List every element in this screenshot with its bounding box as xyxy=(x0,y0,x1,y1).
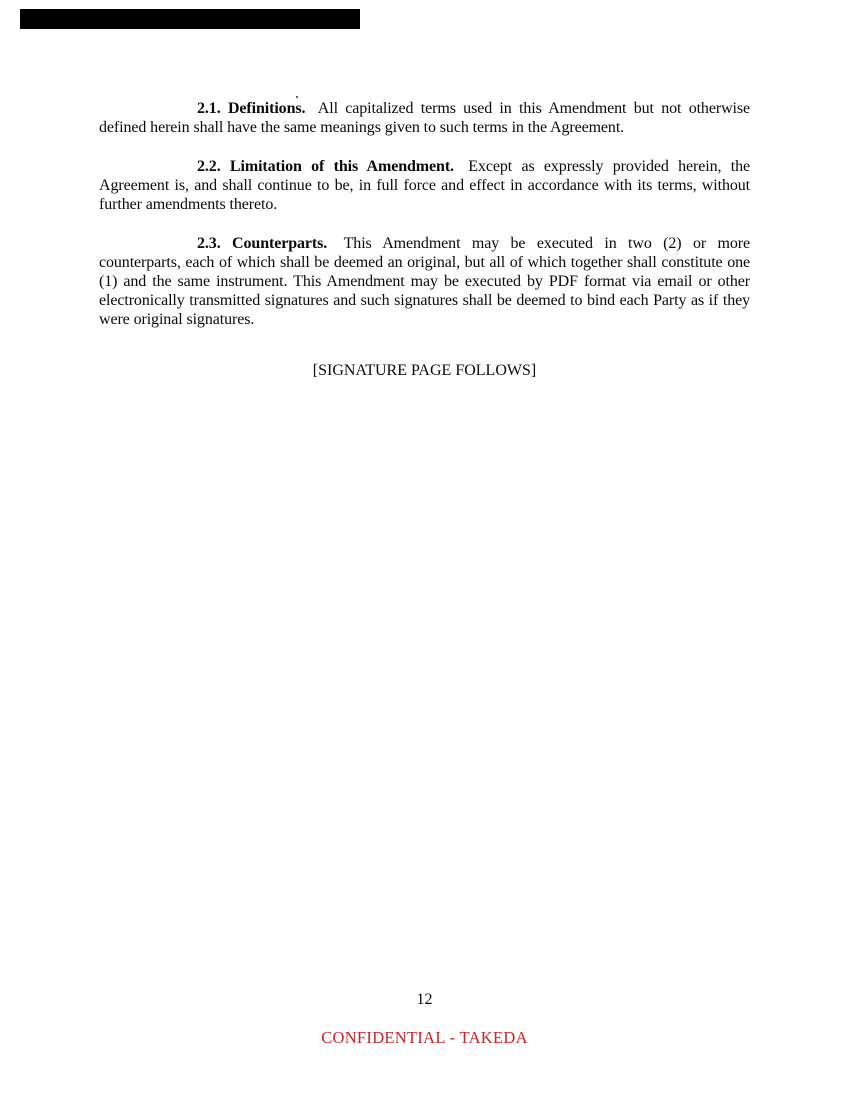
document-body xyxy=(99,0,750,380)
section-body-2-2: Except as expressly provided herein, the Agreement is, and shall continue to be, in full force and effect in accordance with its terms, without further amendments thereto. xyxy=(99,158,750,213)
section-body-2-3: This Amendment may be executed in two (2) or more counterparts, each of which shall be deemed an original, but all of which together shall constitute one (1) and the same instrument. This Amendment may be executed by PDF format via email or other electronically transmitted signatures and such signatures shall be deemed to bind each Party as if they were original signatures. xyxy=(99,235,751,328)
page-number: 12 xyxy=(416,991,433,1008)
section-heading-2-2: 2.2. Limitation of this Amendment. xyxy=(197,158,454,175)
paragraph-definitions xyxy=(99,99,750,137)
paragraph-limitation xyxy=(99,157,750,214)
signature-page-notice: [SIGNATURE PAGE FOLLOWS] xyxy=(312,362,537,379)
paragraph-counterparts xyxy=(99,234,750,329)
section-heading-2-3: 2.3. Counterparts. xyxy=(197,235,328,252)
section-body-2-1: All capitalized terms used in this Amendment but not otherwise defined herein shall have the same meanings given to such terms in the Agreement. xyxy=(99,100,750,136)
section-heading-2-1: 2.1. Definitions. xyxy=(197,100,306,117)
confidential-footer: CONFIDENTIAL - TAKEDA xyxy=(321,1028,528,1047)
